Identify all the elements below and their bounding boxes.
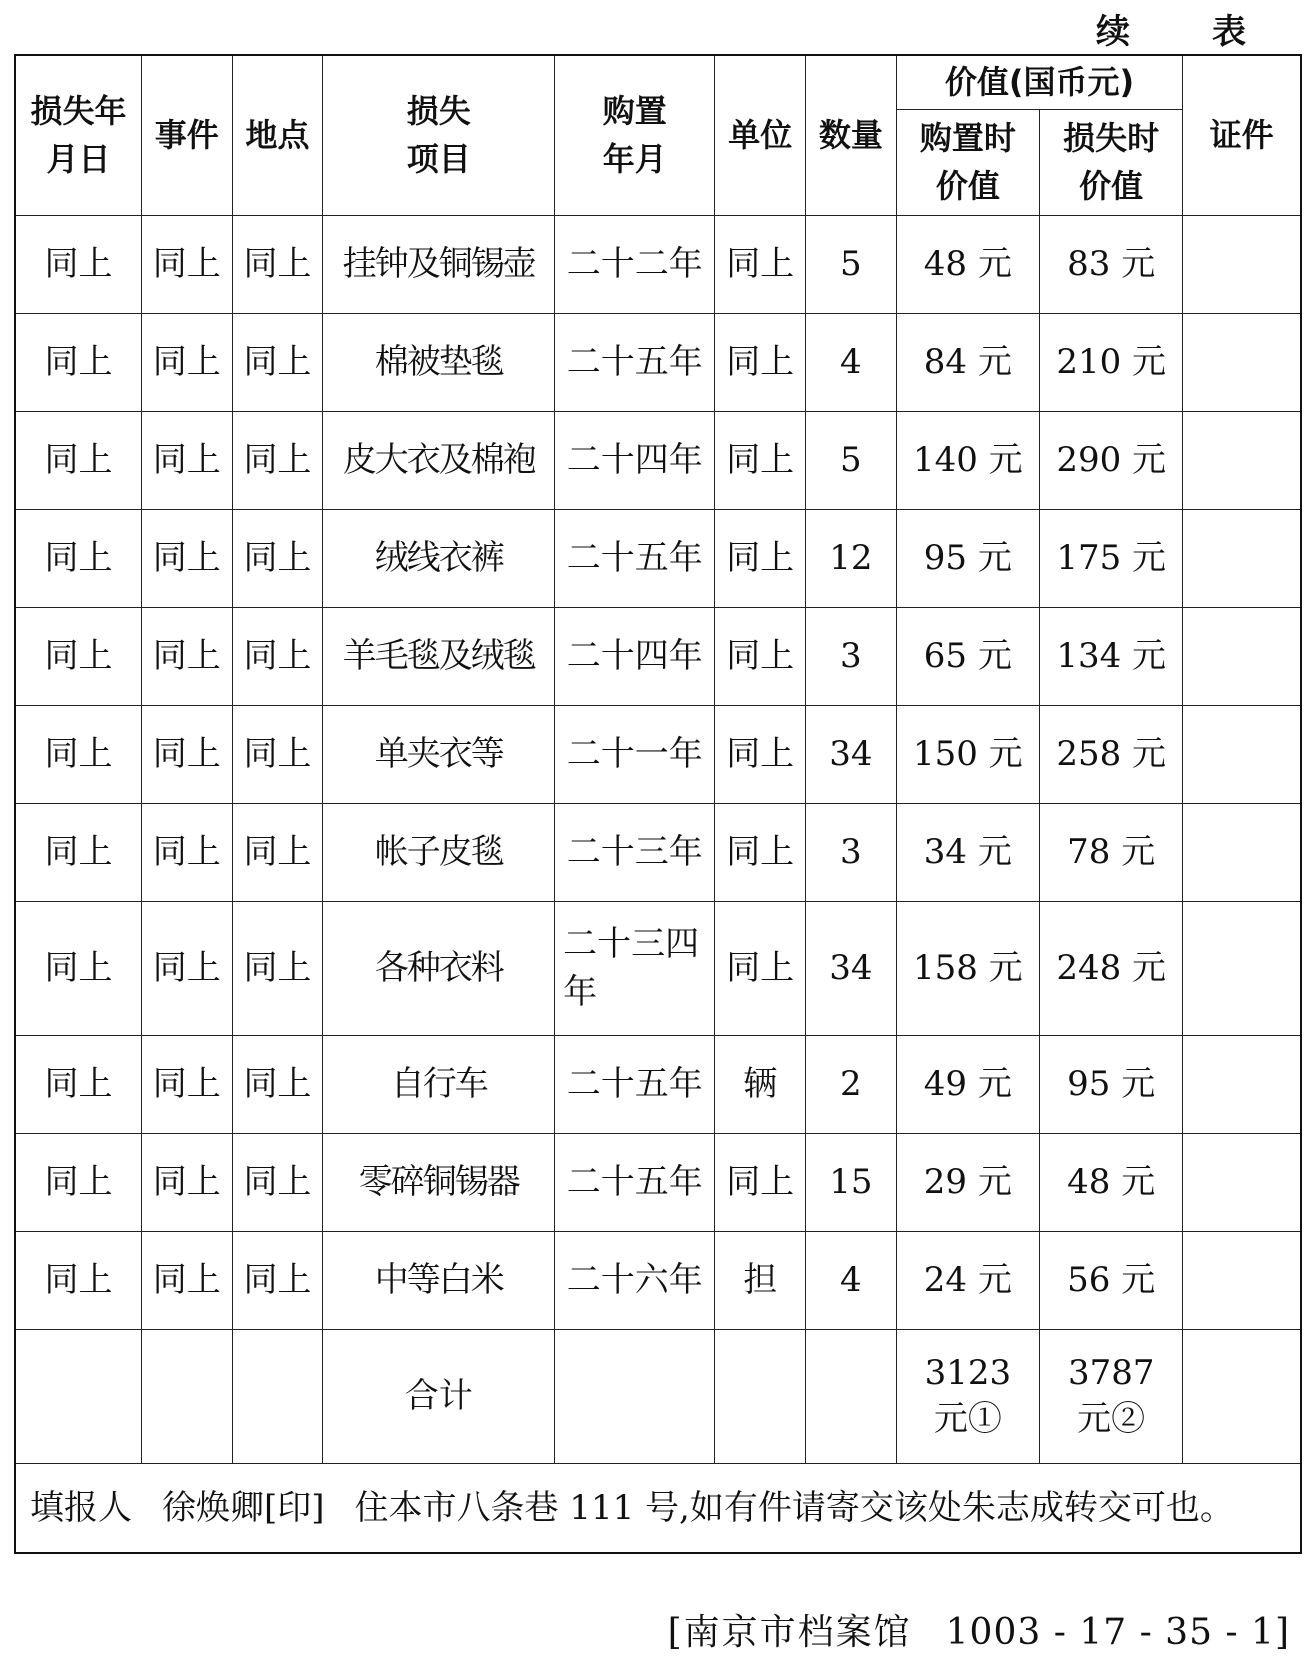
table-row — [15, 509, 1301, 607]
cell-date: 同上 — [15, 313, 141, 411]
cell-item: 皮大衣及棉袍 — [323, 411, 555, 509]
cell-quantity: 34 — [806, 901, 897, 1035]
cell-purchase-time: 二十一年 — [555, 705, 715, 803]
cell-quantity: 2 — [806, 1035, 897, 1133]
cell-date: 同上 — [15, 509, 141, 607]
cell-purchase-time: 二十五年 — [555, 1035, 715, 1133]
cell-place: 同上 — [232, 1231, 323, 1329]
cell-date: 同上 — [15, 1035, 141, 1133]
cell-item: 单夹衣等 — [323, 705, 555, 803]
cell-unit: 同上 — [715, 509, 806, 607]
archive-name: [南京市档案馆 — [667, 1612, 912, 1653]
cell-purchase-value: 48 元 — [896, 215, 1039, 313]
header-place: 地点 — [232, 55, 323, 215]
cell-certificate — [1183, 1035, 1301, 1133]
total-label: 合计 — [323, 1329, 555, 1463]
cell-quantity: 12 — [806, 509, 897, 607]
loss-report-table — [14, 54, 1302, 1554]
cell-unit: 同上 — [715, 411, 806, 509]
cell-loss-value: 95 元 — [1040, 1035, 1183, 1133]
cell-item: 棉被垫毯 — [323, 313, 555, 411]
total-empty-cell — [1183, 1329, 1301, 1463]
cell-event: 同上 — [141, 509, 232, 607]
total-empty-cell — [555, 1329, 715, 1463]
cell-purchase-value: 34 元 — [896, 803, 1039, 901]
reporter-row — [15, 1463, 1301, 1553]
cell-purchase-time: 二十三四年 — [555, 901, 715, 1035]
header-unit: 单位 — [715, 55, 806, 215]
cell-purchase-time: 二十五年 — [555, 313, 715, 411]
cell-place: 同上 — [232, 803, 323, 901]
cell-date: 同上 — [15, 1133, 141, 1231]
cell-event: 同上 — [141, 607, 232, 705]
table-row — [15, 607, 1301, 705]
reporter-name: 徐焕卿[印] — [162, 1487, 325, 1528]
cell-loss-value: 175 元 — [1040, 509, 1183, 607]
table-row — [15, 803, 1301, 901]
continued-table-label: 续 表 — [1096, 12, 1270, 52]
table-row — [15, 215, 1301, 313]
cell-quantity: 5 — [806, 411, 897, 509]
cell-unit: 同上 — [715, 313, 806, 411]
cell-unit: 同上 — [715, 215, 806, 313]
cell-loss-value: 78 元 — [1040, 803, 1183, 901]
cell-unit: 同上 — [715, 705, 806, 803]
cell-purchase-value: 24 元 — [896, 1231, 1039, 1329]
total-empty-cell — [232, 1329, 323, 1463]
cell-item: 各种衣料 — [323, 901, 555, 1035]
cell-purchase-value: 84 元 — [896, 313, 1039, 411]
cell-item: 羊毛毯及绒毯 — [323, 607, 555, 705]
cell-event: 同上 — [141, 215, 232, 313]
cell-certificate — [1183, 1231, 1301, 1329]
cell-purchase-value: 29 元 — [896, 1133, 1039, 1231]
reporter-cell — [15, 1463, 1301, 1553]
cell-date: 同上 — [15, 215, 141, 313]
cell-certificate — [1183, 607, 1301, 705]
table-row — [15, 1035, 1301, 1133]
header-value-group: 价值(国币元) — [896, 55, 1183, 109]
total-empty-cell — [806, 1329, 897, 1463]
cell-certificate — [1183, 313, 1301, 411]
cell-purchase-time: 二十六年 — [555, 1231, 715, 1329]
cell-date: 同上 — [15, 901, 141, 1035]
reporter-label: 填报人 — [30, 1487, 132, 1528]
archive-source — [668, 1604, 1290, 1655]
cell-loss-value: 210 元 — [1040, 313, 1183, 411]
cell-quantity: 5 — [806, 215, 897, 313]
total-purchase-value: 3123 元① — [896, 1329, 1039, 1463]
cell-place: 同上 — [232, 509, 323, 607]
cell-item: 自行车 — [323, 1035, 555, 1133]
cell-quantity: 4 — [806, 1231, 897, 1329]
total-empty-cell — [141, 1329, 232, 1463]
cell-certificate — [1183, 1133, 1301, 1231]
cell-place: 同上 — [232, 215, 323, 313]
cell-event: 同上 — [141, 901, 232, 1035]
cell-event: 同上 — [141, 803, 232, 901]
cell-purchase-value: 140 元 — [896, 411, 1039, 509]
cell-purchase-time: 二十三年 — [555, 803, 715, 901]
cell-purchase-value: 150 元 — [896, 705, 1039, 803]
cell-loss-value: 258 元 — [1040, 705, 1183, 803]
header-item: 损失项目 — [323, 55, 555, 215]
cell-purchase-value: 158 元 — [896, 901, 1039, 1035]
cell-event: 同上 — [141, 1133, 232, 1231]
cell-quantity: 4 — [806, 313, 897, 411]
cell-place: 同上 — [232, 607, 323, 705]
cell-purchase-value: 49 元 — [896, 1035, 1039, 1133]
table-row — [15, 1133, 1301, 1231]
cell-loss-value: 248 元 — [1040, 901, 1183, 1035]
archive-code: 1003 - 17 - 35 - 1] — [945, 1612, 1290, 1653]
header-purchase-time: 购置年月 — [555, 55, 715, 215]
cell-place: 同上 — [232, 1035, 323, 1133]
cell-quantity: 34 — [806, 705, 897, 803]
cell-loss-value: 56 元 — [1040, 1231, 1183, 1329]
cell-purchase-time: 二十五年 — [555, 509, 715, 607]
cell-event: 同上 — [141, 1231, 232, 1329]
cell-date: 同上 — [15, 607, 141, 705]
cell-certificate — [1183, 901, 1301, 1035]
cell-loss-value: 83 元 — [1040, 215, 1183, 313]
total-loss-value: 3787 元② — [1040, 1329, 1183, 1463]
cell-date: 同上 — [15, 705, 141, 803]
cell-purchase-time: 二十四年 — [555, 411, 715, 509]
cell-unit: 同上 — [715, 803, 806, 901]
cell-event: 同上 — [141, 1035, 232, 1133]
cell-quantity: 3 — [806, 803, 897, 901]
cell-place: 同上 — [232, 411, 323, 509]
cell-place: 同上 — [232, 901, 323, 1035]
cell-unit: 同上 — [715, 901, 806, 1035]
cell-item: 挂钟及铜锡壶 — [323, 215, 555, 313]
cell-loss-value: 134 元 — [1040, 607, 1183, 705]
total-empty-cell — [15, 1329, 141, 1463]
cell-date: 同上 — [15, 803, 141, 901]
table-row — [15, 411, 1301, 509]
cell-certificate — [1183, 509, 1301, 607]
header-event: 事件 — [141, 55, 232, 215]
header-certificate: 证件 — [1183, 55, 1301, 215]
cell-purchase-value: 95 元 — [896, 509, 1039, 607]
cell-place: 同上 — [232, 313, 323, 411]
cell-certificate — [1183, 803, 1301, 901]
cell-loss-value: 48 元 — [1040, 1133, 1183, 1231]
cell-quantity: 15 — [806, 1133, 897, 1231]
cell-unit: 同上 — [715, 607, 806, 705]
cell-event: 同上 — [141, 705, 232, 803]
cell-place: 同上 — [232, 1133, 323, 1231]
cell-item: 零碎铜锡器 — [323, 1133, 555, 1231]
cell-loss-value: 290 元 — [1040, 411, 1183, 509]
cell-date: 同上 — [15, 411, 141, 509]
cell-certificate — [1183, 215, 1301, 313]
cell-certificate — [1183, 705, 1301, 803]
cell-purchase-time: 二十二年 — [555, 215, 715, 313]
table-row — [15, 901, 1301, 1035]
table-row — [15, 1231, 1301, 1329]
table-row — [15, 313, 1301, 411]
cell-item: 帐子皮毯 — [323, 803, 555, 901]
cell-place: 同上 — [232, 705, 323, 803]
cell-date: 同上 — [15, 1231, 141, 1329]
total-row — [15, 1329, 1301, 1463]
total-empty-cell — [715, 1329, 806, 1463]
header-quantity: 数量 — [806, 55, 897, 215]
cell-certificate — [1183, 411, 1301, 509]
cell-purchase-time: 二十四年 — [555, 607, 715, 705]
header-value-at-purchase: 购置时价值 — [896, 109, 1039, 215]
cell-event: 同上 — [141, 313, 232, 411]
cell-unit: 担 — [715, 1231, 806, 1329]
cell-purchase-time: 二十五年 — [555, 1133, 715, 1231]
cell-quantity: 3 — [806, 607, 897, 705]
table-row — [15, 705, 1301, 803]
cell-item: 中等白米 — [323, 1231, 555, 1329]
reporter-address: 住本市八条巷 111 号,如有件请寄交该处朱志成转交可也。 — [354, 1487, 1234, 1528]
cell-purchase-value: 65 元 — [896, 607, 1039, 705]
header-value-at-loss: 损失时价值 — [1040, 109, 1183, 215]
header-date: 损失年月日 — [15, 55, 141, 215]
cell-unit: 同上 — [715, 1133, 806, 1231]
cell-item: 绒线衣裤 — [323, 509, 555, 607]
cell-event: 同上 — [141, 411, 232, 509]
cell-unit: 辆 — [715, 1035, 806, 1133]
